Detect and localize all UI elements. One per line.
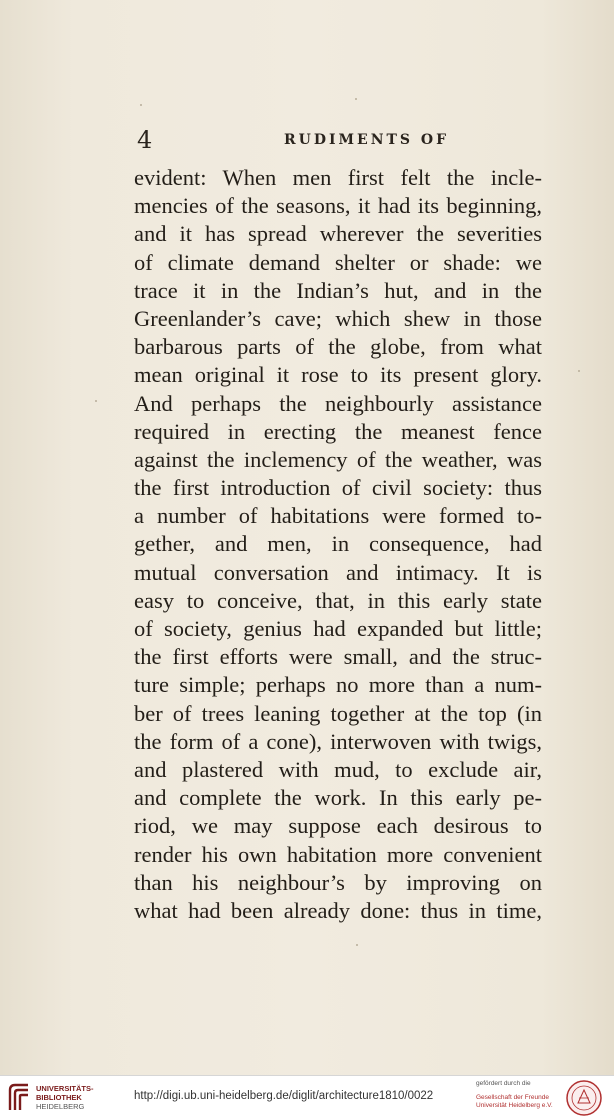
library-name: [36, 1084, 106, 1111]
sponsor-label: gefördert durch die: [476, 1080, 531, 1087]
text-line: Greenlander’s cave; which shew in those: [134, 305, 542, 331]
text-line: of society, genius had expanded but little;: [134, 616, 542, 641]
paper-speck: [140, 104, 142, 106]
text-line: the first efforts were small, and the struc-: [134, 644, 542, 670]
text-line: barbarous parts of the globe, from what: [134, 334, 542, 360]
sponsor-name: Gesellschaft der Freunde: [476, 1094, 549, 1101]
text-line: the form of a cone), interwoven with twigs,: [134, 728, 542, 754]
text-line: than his neighbour’s by improving on: [134, 869, 542, 895]
text-line: ber of trees leaning together at the top (in: [134, 700, 542, 726]
text-line: and complete the work. In this early pe-: [134, 785, 542, 811]
text-line: gether, and men, in consequence, had: [134, 531, 542, 557]
text-line: riod, we may suppose each desirous to: [134, 813, 542, 839]
text-line: what had been already done: thus in time,: [134, 897, 542, 923]
paper-speck: [355, 98, 357, 100]
library-name-line: HEIDELBERG: [36, 1102, 85, 1111]
text-line: evident: When men first felt the incle-: [134, 165, 542, 190]
sponsor-name: Universität Heidelberg e.V.: [476, 1102, 553, 1109]
body-text: [134, 164, 542, 925]
text-line: And perhaps the neighbourly assistance: [134, 390, 542, 416]
university-seal-icon: [565, 1079, 603, 1117]
permalink-url[interactable]: http://digi.ub.uni-heidelberg.de/diglit/architecture1810/0022: [134, 1090, 434, 1102]
text-line: mean original it rose to its present glory.: [134, 362, 542, 388]
page-header: [0, 124, 614, 158]
text-line: a number of habitations were formed to-: [134, 503, 542, 529]
library-logo-icon: [6, 1082, 32, 1112]
text-line: mencies of the seasons, it had its beginning,: [134, 193, 542, 219]
text-line: required in erecting the meanest fence: [134, 418, 542, 444]
library-name-line: BIBLIOTHEK: [36, 1093, 82, 1102]
text-line: of climate demand shelter or shade: we: [134, 249, 542, 275]
text-line: the first introduction of civil society: thus: [134, 475, 542, 501]
text-line: render his own habitation more convenient: [134, 841, 542, 867]
text-line: easy to conceive, that, in this early state: [134, 587, 542, 613]
page-number: 4: [137, 126, 153, 154]
library-name-line: UNIVERSITÄTS-: [36, 1084, 94, 1093]
paper-speck: [578, 370, 580, 372]
paper-speck: [95, 400, 97, 402]
running-head: RUDIMENTS OF: [284, 132, 450, 148]
text-line: ture simple; perhaps no more than a num-: [134, 672, 542, 698]
text-line: against the inclemency of the weather, was: [134, 446, 542, 472]
text-line: and plastered with mud, to exclude air,: [134, 756, 542, 782]
text-line: and it has spread wherever the severities: [134, 221, 542, 247]
viewer-footer: [0, 1075, 614, 1120]
paper-speck: [356, 944, 358, 946]
text-line: mutual conversation and intimacy. It is: [134, 559, 542, 585]
text-line: trace it in the Indian’s hut, and in the: [134, 277, 542, 303]
sponsor-credit: [476, 1080, 560, 1110]
